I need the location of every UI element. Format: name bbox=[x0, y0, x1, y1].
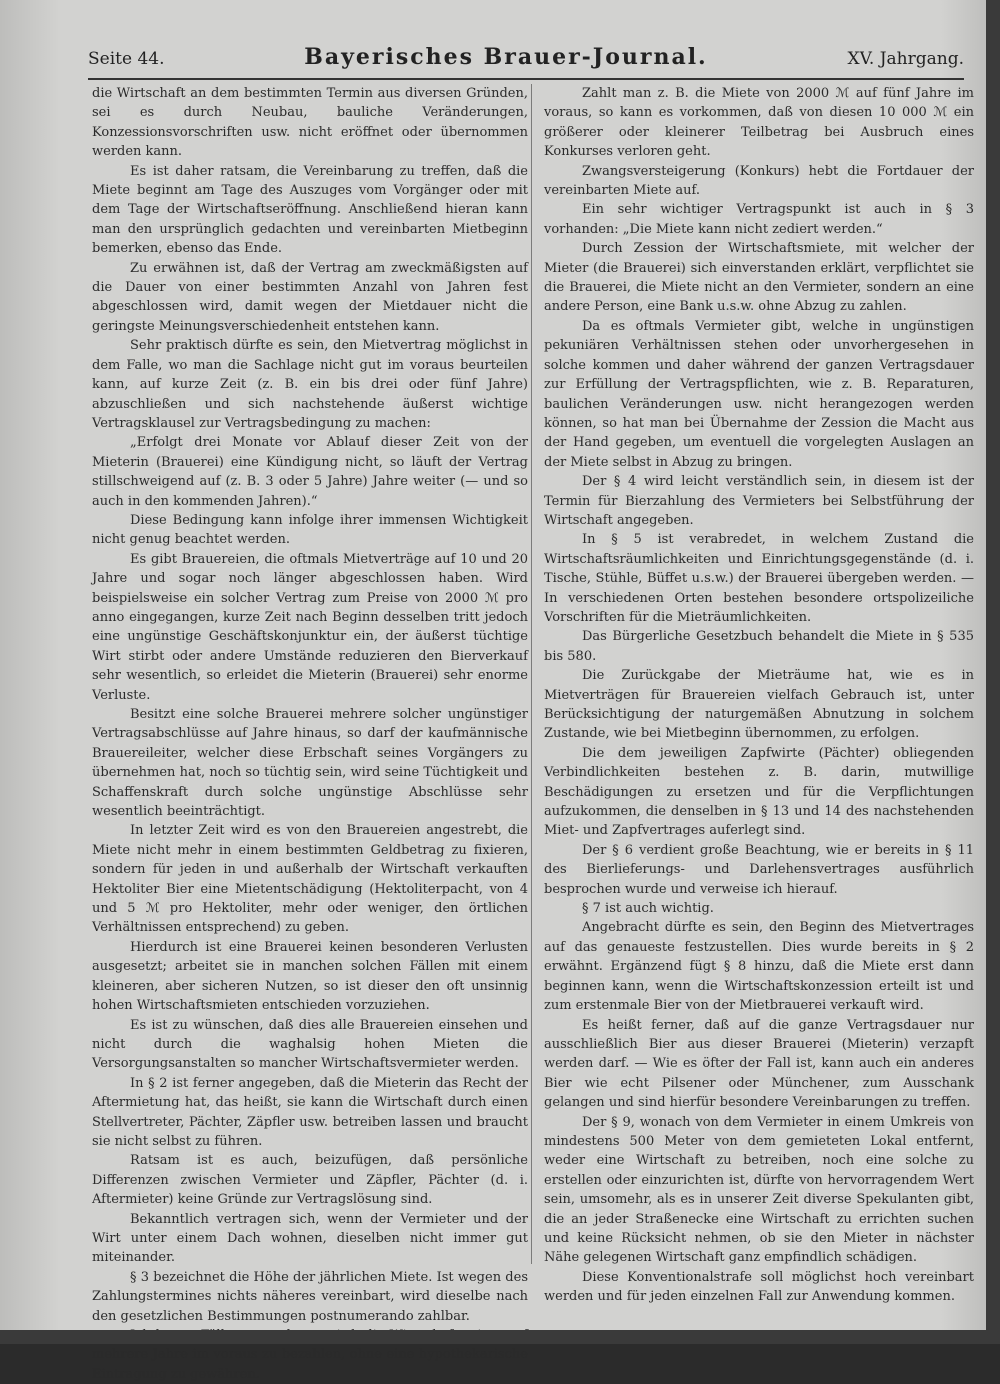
paragraph: Es heißt ferner, daß auf die ganze Vertragsdauer nur ausschließlich Bier aus dieser Brauerei (Mieterin) verzapft werden darf. — Wie es öfter der Fall ist, kann auch ein anderes Bier wie echt Pilsener oder Münchener, zum Ausschank gelangen und sind hierfür besondere Vereinbarungen zu treffen. bbox=[544, 1017, 974, 1111]
paragraph: In letzter Zeit wird es von den Brauereien angestrebt, die Miete nicht mehr in einem bestimmten Geldbetrag zu fixieren, sondern für jeden in und außerhalb der Wirtschaft verkauften Hektoliter Bier eine Mietentschädigung (Hektoliterpacht, von 4 und 5 ℳ pro Hektoliter, mehr oder weniger, den örtlichen Verhältnissen entsprechend) zu geben. bbox=[92, 823, 528, 936]
paragraph: Das Bürgerliche Gesetzbuch behandelt die Miete in § 535 bis 580. bbox=[544, 629, 974, 664]
paragraph: Der § 9, wonach von dem Vermieter in einem Umkreis von mindestens 500 Meter von dem gemieteten Lokal entfernt, weder eine Wirtschaft zu betreiben, noch eine solche zu erstellen oder einzurichten ist, dürfte von hervorragendem Wert sein, umsomehr, als es in unserer Zeit diverse Spekulanten gibt, die an jeder Straßenecke eine Wirtschaft zu errichten suchen und keine Rücksicht nehmen, ob sie den Mieter in nächster Nähe gelegenen Wirtschaft ganz empfindlich schädigen. bbox=[544, 1114, 974, 1266]
right-column bbox=[544, 84, 974, 1307]
paragraph: § 7 ist auch wichtig. bbox=[582, 901, 714, 917]
paragraph: Zahlt man z. B. die Miete von 2000 ℳ auf fünf Jahre im voraus, so kann es vorkommen, daß von diesen 10 000 ℳ ein größerer oder kleinerer Teilbetrag bei Ausbruch eines Konkurses verloren geht. bbox=[544, 86, 974, 160]
paragraph: mehrere Jahre im voraus zu bezahlen, ohne eine hypothekarische Eintragung zu gewähren. bbox=[92, 1347, 528, 1382]
paragraph: Besitzt eine solche Brauerei mehrere solcher ungünstiger Vertragsabschlüsse auf Jahre hinaus, so darf der kaufmännische Brauereileiter, welcher diese Erbschaft seines Vorgängers zu übernehmen hat, noch so tüchtig sein, wird seine Tüchtigkeit und Schaffenskraft durch solche ungünstige Abschlüsse sehr wesentlich beeinträchtigt. bbox=[92, 707, 528, 820]
page-header bbox=[88, 44, 964, 74]
paragraph: „Erfolgt drei Monate vor Ablauf dieser Zeit von der Mieterin (Brauerei) eine Kündigung nicht, so läuft der Vertrag stillschweigend auf (z. B. 3 oder 5 Jahre) Jahre weiter (— und so auch in den kommenden Jahren).“ bbox=[92, 435, 528, 509]
paragraph: Ein sehr wichtiger Vertragspunkt ist auch in § 3 vorhanden: „Die Miete kann nicht zediert werden.“ bbox=[544, 202, 974, 237]
paragraph: Angebracht dürfte es sein, den Beginn des Mietvertrages auf das genaueste festzustellen. Dies wurde bereits in § 2 erwähnt. Ergänzend fügt § 8 hinzu, daß die Miete erst dann beginnen kann, wenn die Wirtschaftskonzession erteilt ist und zum erstenmale Bier von der Mietbrauerei verkauft wird. bbox=[544, 920, 974, 1014]
paragraph: Die dem jeweiligen Zapfwirte (Pächter) obliegenden Verbindlichkeiten bestehen z. B. darin, mutwillige Beschädigungen zu ersetzen und für die Verpflichtungen aufzukommen, die denselben in § 13 und 14 des nachstehenden Miet- und Zapfvertrages auferlegt sind. bbox=[544, 745, 974, 839]
left-column bbox=[92, 84, 528, 1384]
header-rule bbox=[88, 78, 964, 80]
paragraph: Diese Bedingung kann infolge ihrer immensen Wichtigkeit nicht genug beachtet werden. bbox=[92, 512, 528, 548]
paragraph: Der § 4 wird leicht verständlich sein, in diesem ist der Termin für Bierzahlung des Vermieters bei Selbstführung der Wirtschaft angegeben. bbox=[544, 474, 974, 528]
volume-label: XV. Jahrgang. bbox=[847, 49, 964, 69]
paragraph: Es ist zu wünschen, daß dies alle Brauereien einsehen und nicht durch die waghalsig hohen Mieten die Versorgungsanstalten so mancher Wirtschaftsvermieter werden. bbox=[92, 1017, 528, 1072]
paragraph: Hierdurch ist eine Brauerei keinen besonderen Verlusten ausgesetzt; arbeitet sie in manchen solchen Fällen mit einem kleineren, aber sicheren Nutzen, so ist dieser den oft unsinnig hohen Wirtschaftsmieten entschieden vorzuziehen. bbox=[92, 939, 528, 1014]
scan-edge-right bbox=[986, 0, 1000, 1344]
page-number: Seite 44. bbox=[88, 49, 165, 69]
paragraph: Diese Konventionalstrafe soll möglichst hoch vereinbart werden und für jeden einzelnen Fall zur Anwendung kommen. bbox=[544, 1269, 974, 1305]
paragraph: Die Zurückgabe der Mieträume hat, wie es in Mietverträgen für Brauereien vielfach Gebrauch ist, unter Berücksichtigung der naturgemäßen Abnutzung in solchem Zustande, wie bei Mietbeginn übernommen, zu erfolgen. bbox=[544, 668, 974, 742]
paragraph: Es gibt Brauereien, die oftmals Mietverträge auf 10 und 20 Jahre und sogar noch länger abgeschlossen haben. Wird beispielsweise ein solcher Vertrag zum Preise von 2000 ℳ pro anno eingegangen, kurze Zeit nach Beginn desselben tritt jedoch eine ungünstige Geschäftskonjunktur ein, der äußerst tüchtige Wirt stirbt oder andere Umstände reduzieren den Bierverkauf sehr wesentlich, so erleidet die Mieterin (Brauerei) sehr enorme Verluste. bbox=[92, 551, 528, 703]
paragraph: § 3 bezeichnet die Höhe der jährlichen Miete. Ist wegen des Zahlungstermines nichts näheres vereinbart, wird dieselbe nach den gesetzlichen Bestimmungen postnumerando zahlbar. bbox=[92, 1269, 528, 1324]
paragraph: Zu erwähnen ist, daß der Vertrag am zweckmäßigsten auf die Dauer von einer bestimmten Anzahl von Jahren fest abgeschlossen wird, damit wegen der Mietdauer nicht die geringste Meinungsverschiedenheit entstehen kann. bbox=[92, 260, 528, 334]
scan-edge-bottom bbox=[0, 1330, 1000, 1344]
column-divider bbox=[531, 84, 532, 1264]
paragraph: Ratsam ist es auch, beizufügen, daß persönliche Differenzen zwischen Vermieter und Zäpfler, Pächter (d. i. Aftermieter) keine Gründe zur Vertragslösung sind. bbox=[92, 1153, 528, 1208]
paragraph: Zwangsversteigerung (Konkurs) hebt die Fortdauer der vereinbarten Miete auf. bbox=[544, 163, 974, 199]
journal-title: Bayerisches Brauer-Journal. bbox=[304, 44, 708, 70]
paragraph: Da es oftmals Vermieter gibt, welche in ungünstigen pekuniären Verhältnissen stehen oder unvorhergesehen in solche kommen und daher während der ganzen Vertragsdauer zur Erfüllung der Vertragspflichten, wie z. B. Reparaturen, baulichen Veränderungen usw. nicht herangezogen werden können, so hat man bei Übernahme der Zession die Macht aus der Hand gegeben, um eventuell die vorgelegten Auslagen an der Miete selbst in Abzug zu bringen. bbox=[544, 318, 974, 470]
paragraph: Sehr praktisch dürfte es sein, den Mietvertrag möglichst in dem Falle, wo man die Sachlage nicht gut im voraus beurteilen kann, auf kurze Zeit (z. B. ein bis drei oder fünf Jahre) abzuschließen und sich nachstehende äußerst wichtige Vertragsklausel zur Vertragsbedingung zu machen: bbox=[92, 338, 528, 431]
paragraph: Durch Zession der Wirtschaftsmiete, mit welcher der Mieter (die Brauerei) sich einverstanden erklärt, verpflichtet sie die Brauerei, die Miete nicht an den Vermieter, sondern an eine andere Person, eine Bank u.s.w. ohne Abzug zu zahlen. bbox=[544, 241, 974, 315]
paragraph: die Wirtschaft an dem bestimmten Termin aus diversen Gründen, sei es durch Neubau, bauliche Veränderungen, Konzessionsvorschriften usw. nicht eröffnet oder übernommen werden kann. bbox=[92, 86, 528, 160]
paragraph: Der § 6 verdient große Beachtung, wie er bereits in § 11 des Bierlieferungs- und Darlehensvertrages ausführlich besprochen wurde und verweise ich hierauf. bbox=[544, 842, 974, 897]
paragraph: In § 2 ist ferner angegeben, daß die Mieterin das Recht der Aftermietung hat, das heißt, sie kann die Wirtschaft durch einen Stellvertreter, Pächter, Zäpfler usw. betreiben lassen und braucht sie nicht selbst zu führen. bbox=[92, 1075, 528, 1149]
paragraph: Bekanntlich vertragen sich, wenn der Vermieter und der Wirt unter einem Dach wohnen, dieselben nicht immer gut miteinander. bbox=[92, 1211, 528, 1266]
paragraph: In § 5 ist verabredet, in welchem Zustand die Wirtschaftsräumlichkeiten und Einrichtungsgegenstände (d. i. Tische, Stühle, Büffet u.s.w.) der Brauerei übergeben werden. — In verschiedenen Orten bestehen besondere ortspolizeiliche Vorschriften für die Mieträumlichkeiten. bbox=[544, 532, 974, 625]
paragraph: Es ist daher ratsam, die Vereinbarung zu treffen, daß die Miete beginnt am Tage des Auszuges vom Vorgänger oder mit dem Tage der Wirtschaftseröffnung. Anschließend hieran kann man den ursprünglich gedachten und vereinbarten Mietbeginn bemerken, ebenso das Ende. bbox=[92, 163, 528, 257]
